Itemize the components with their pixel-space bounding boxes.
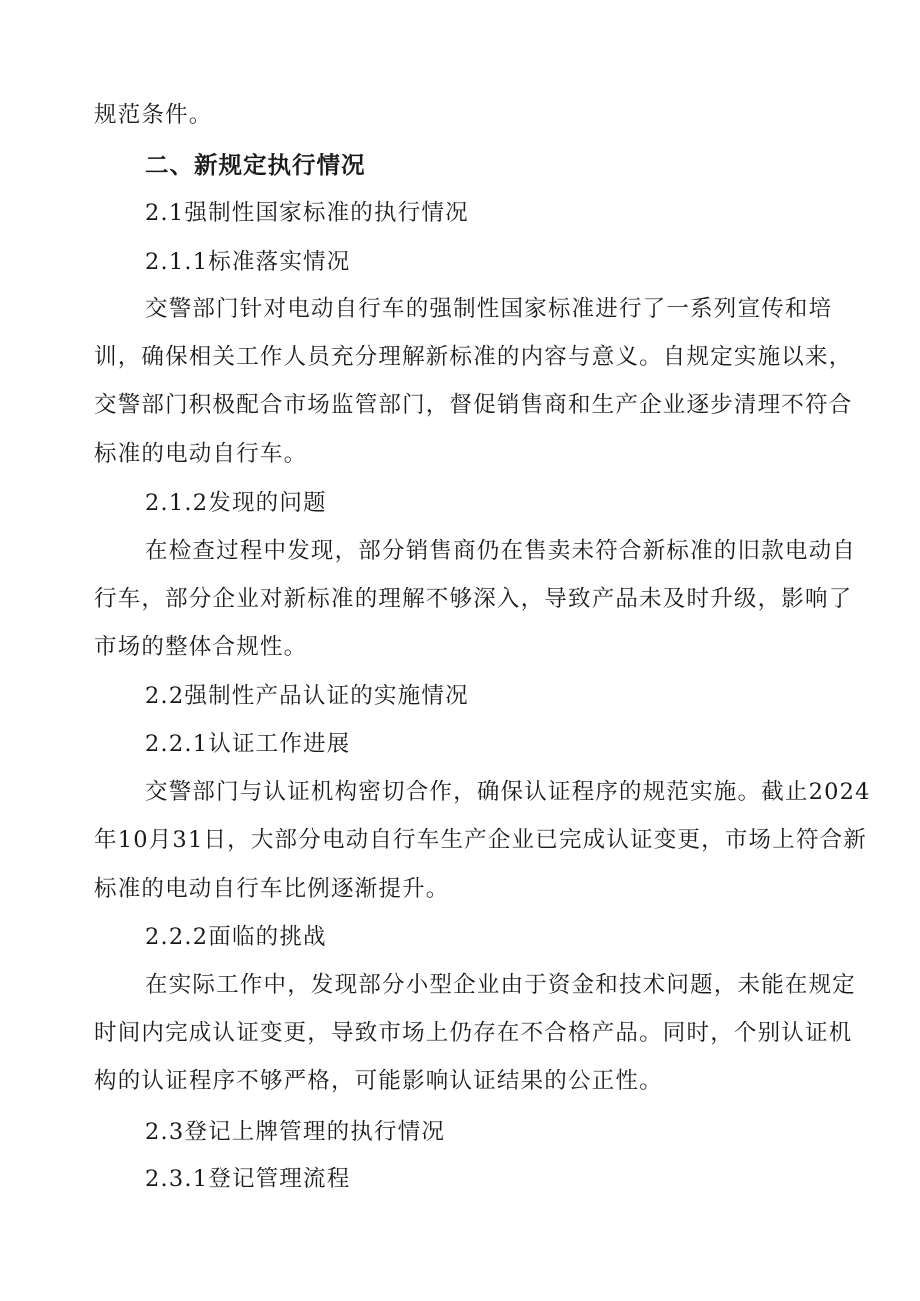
subsection-heading: 2.1.2发现的问题	[145, 490, 327, 516]
paragraph-line: 训，确保相关工作人员充分理解新标准的内容与意义。自规定实施以来，	[94, 344, 853, 370]
paragraph-line: 规范条件。	[94, 102, 213, 128]
paragraph-line: 年10月31日，大部分电动自行车生产企业已完成认证变更，市场上符合新	[94, 827, 868, 853]
paragraph-line: 交警部门与认证机构密切合作，确保认证程序的规范实施。截止2024	[145, 779, 871, 805]
paragraph-line: 在实际工作中，发现部分小型企业由于资金和技术问题，未能在规定	[145, 972, 857, 998]
subsection-heading: 2.3.1登记管理流程	[145, 1166, 351, 1192]
paragraph-line: 标准的电动自行车比例逐渐提升。	[94, 876, 450, 902]
paragraph-line: 交警部门积极配合市场监管部门，督促销售商和生产企业逐步清理不符合	[94, 392, 853, 418]
paragraph-line: 构的认证程序不够严格，可能影响认证结果的公正性。	[94, 1068, 663, 1094]
paragraph-line: 标准的电动自行车。	[94, 441, 308, 467]
subsection-heading: 2.2.1认证工作进展	[145, 731, 351, 757]
paragraph-line: 行车，部分企业对新标准的理解不够深入，导致产品未及时升级，影响了	[94, 586, 853, 612]
paragraph-line: 在检查过程中发现，部分销售商仍在售卖未符合新标准的旧款电动自	[145, 538, 857, 564]
paragraph-line: 时间内完成认证变更，导致市场上仍存在不合格产品。同时，个别认证机	[94, 1020, 853, 1046]
subsection-heading: 2.2.2面临的挑战	[145, 924, 327, 950]
section-heading: 二、新规定执行情况	[145, 151, 366, 179]
paragraph-line: 市场的整体合规性。	[94, 634, 308, 660]
paragraph-line: 交警部门针对电动自行车的强制性国家标准进行了一系列宣传和培	[145, 296, 833, 322]
subsection-heading: 2.2强制性产品认证的实施情况	[145, 683, 469, 709]
subsection-heading: 2.1.1标准落实情况	[145, 249, 351, 275]
subsection-heading: 2.1强制性国家标准的执行情况	[145, 200, 469, 226]
subsection-heading: 2.3登记上牌管理的执行情况	[145, 1119, 446, 1145]
